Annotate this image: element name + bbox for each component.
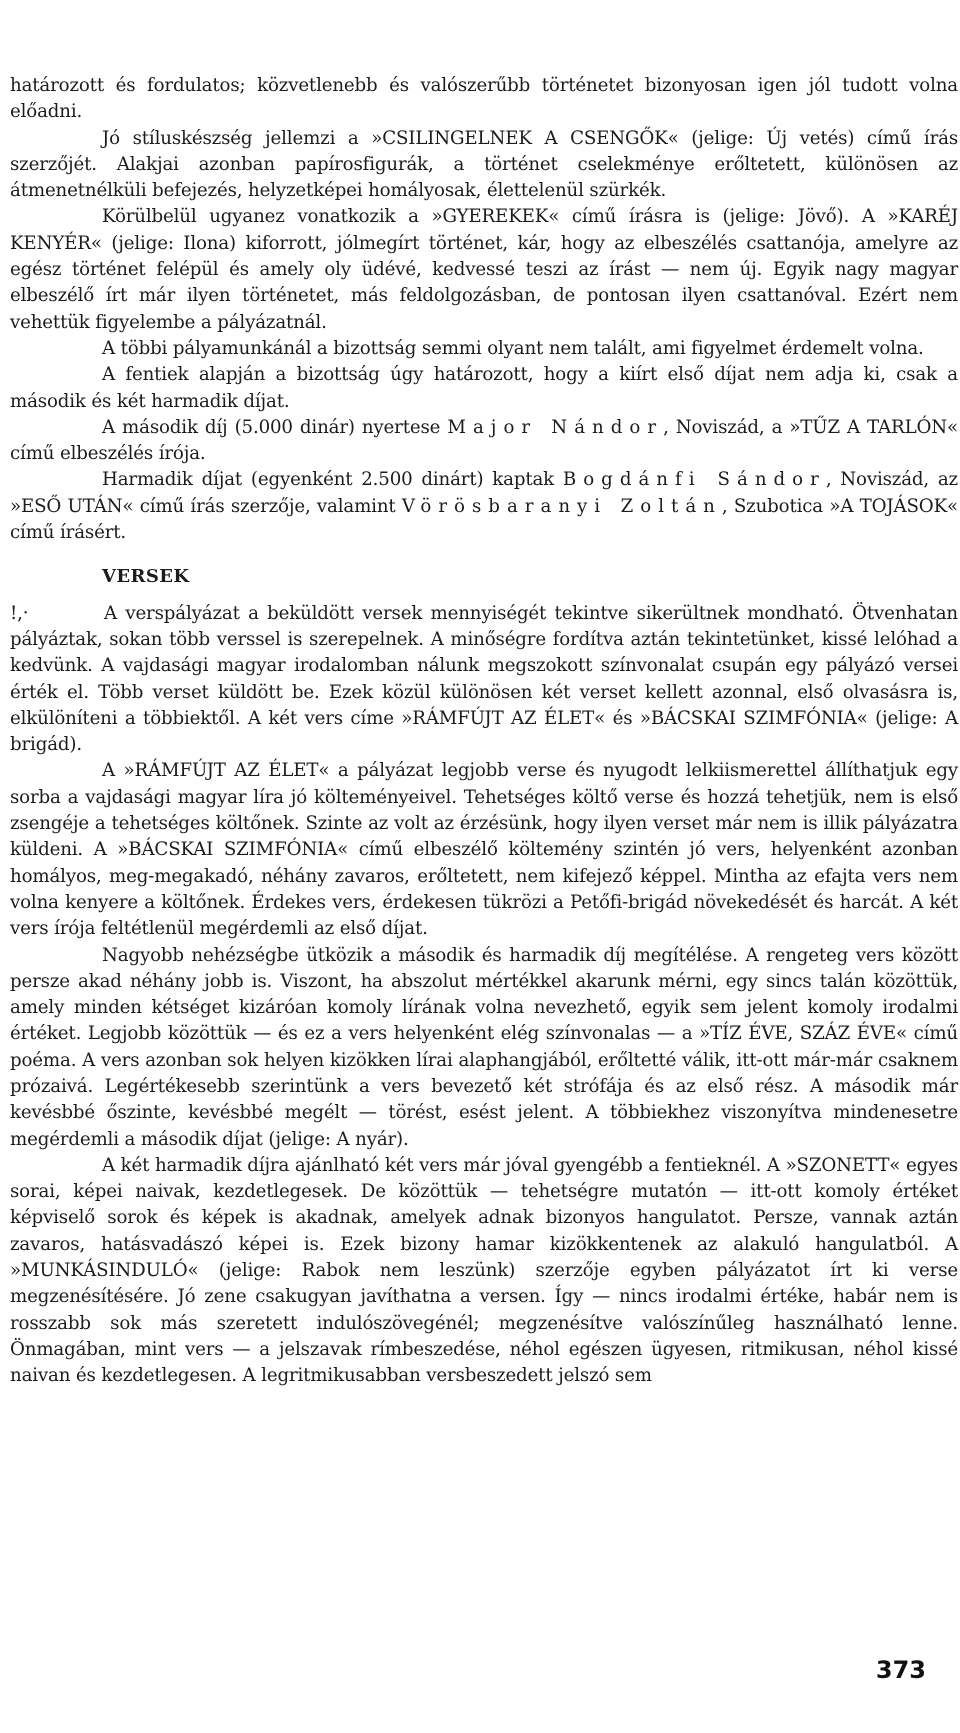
paragraph-9: A »RÁMFÚJT AZ ÉLET« a pályázat legjobb verse és nyugodt lelkiismerettel állíthatjuk egy sorba a vajdasági magyar líra jó költeményeivel. Tehetséges költő verse és hozzá tehetjük, nem is első zsengéje a tehetséges költőnek. Szinte az volt az érzésünk, hogy ilyen verset már nem is illik pályázatra küldeni. A »BÁCSKAI SZIMFÓNIA« című elbeszélő költemény szintén jó vers, helyenként azonban homályos, meg-megakadó, néhány zavaros, erőltetett, nem kifejező képpel. Mintha az efajta vers nem volna kenyere a költőnek. Érdekes vers, érdekesen tükrözi a Petőfi-brigád növekedését és harcát. A két vers írója feltétlenül megérdemli az első díjat. <box>10 760 958 940</box>
paragraph-7-end: , Szubotica »A TOJÁSOK« című írásért. <box>10 495 958 544</box>
paragraph-6-end: , Noviszád, a »TŰZ A TARLÓN« című elbeszélés írója. <box>10 416 958 465</box>
paragraph-1: határozott és fordulatos; közvetlenebb és valószerűbb történetet bizonyosan igen jól tudott volna előadni. <box>10 75 958 123</box>
paragraph-7-middle: , Noviszád, az »ESŐ UTÁN« című írás szerzője, valamint <box>10 469 958 517</box>
paragraph-10: Nagyobb nehézségbe ütközik a második és harmadik díj megítélése. A rengeteg vers között persze akad néhány jobb is. Viszont, ha abszolut mértékkel akarunk mérni, egy sincs talán közöttük, amely minden kétséget kizáróan komoly lírának volna nevezhető, egyik sem jelent komoly irodalmi értéket. Legjobb közöttük — és ez a vers helyenként elég színvonalas — a »TÍZ ÉVE, SZÁZ ÉVE« című poéma. A vers azonban sok helyen kizökken lírai alaphangjából, erőltetté válik, itt-ott már-már csaknem prózaivá. Legértékesebb szerintünk a vers bevezető két strófája és az első rész. A második már kevésbbé őszinte, kevésbbé megélt — törést, esést jelent. A többiekhez viszonyítva mindenesetre megérdemli a második díjat (jelige: A nyár). <box>10 944 958 1150</box>
author-name: Major Nándor <box>447 416 664 438</box>
paragraph-6 <box>10 415 958 468</box>
paragraph-3: Körülbelül ugyanez vonatkozik a »GYEREKEK« című írásra is (jelige: Jövő). A »KARÉJ KENYÉR« (jelige: Ilona) kiforrott, jólmegírt történet, kár, hogy az elbeszélés csattanója, amelyre az egész történet felépül és amely oly üdévé, kedvessé teszi az írást — nem új. Egyik nagy magyar elbeszélő írt már ilyen történetet, más feldolgozásban, de pontosan ilyen csattanóval. Ezért nem vehettük figyelembe a pályázatnál. <box>10 206 958 333</box>
paragraph-8-text: A verspályázat a beküldött versek mennyiségét tekintve sikerültnek mondható. Ötvenhatan pályáztak, sokan több verssel is szerepelnek. A minőségre fordítva aztán tekintetünket, kissé lelóhad a kedvünk. A vajdasági magyar irodalomban nálunk megszokott színvonalat csupán egy pályázó versei érték el. Több verset küldött be. Ezek közül különösen két verset kellett azonnal, első olvasásra is, elkülöníteni a többiektől. A két vers címe »RÁMFÚJT AZ ÉLET« és »BÁCSKAI SZIMFÓNIA« (jelige: A brigád). <box>10 602 958 756</box>
section-heading: VERSEK <box>102 566 190 588</box>
paragraph-5: A fentiek alapján a bizottság úgy határozott, hogy a kiírt első díjat nem adja ki, csak a második és két harmadik díjat. <box>10 364 958 412</box>
paragraph-11: A két harmadik díjra ajánlható két vers már jóval gyengébb a fentieknél. A »SZONETT« egyes sorai, képei naivak, kezdetlegesek. De közöttük — tehetségre mutatón — itt-ott komoly értéket képviselő sorok és képek is akadnak, amelyek adnak bizonyos hangulatot. Persze, vannak aztán zavaros, hatásvadászó képei is. Ezek bizony hamar kizökkentenek az alakuló hangulatból. A »MUNKÁSINDULÓ« (jelige: Rabok nem leszünk) szerzője egyben pályázatot írt ki verse megzenésítésére. Jó zene csakugyan javíthatna a versen. Így — nincs irodalmi értéke, habár nem is rosszabb sok más szeretett indulószövegénél; megzenésítve valószínűleg használható lenne. Önmagában, mint vers — a jelszavak rímbeszedése, néhol egészen ügyesen, ritmikusan, néhol kissé naivan és kezdetlegesen. A legritmikusabban versbeszedett jelszó sem <box>10 1154 958 1387</box>
paragraph-7 <box>10 467 958 546</box>
paragraph-8 <box>10 601 958 759</box>
paragraph-2: Jó stíluskészség jellemzi a »CSILINGELNEK A CSENGŐK« (jelige: Új vetés) című írás szerzőjét. Alakjai azonban papírosfigurák, a történet cselekménye erőltetett, különösen az átmenetnélküli befejezés, helyzetképei homályosak, élettelenül szürkék. <box>10 127 958 202</box>
margin-mark: !,· <box>10 602 29 624</box>
paragraph-4: A többi pályamunkánál a bizottság semmi olyant nem talált, ami figyelmet érdemelt volna. <box>102 337 924 359</box>
paragraph-7-start: Harmadik díjat (egyenként 2.500 dinárt) kaptak <box>102 469 563 491</box>
paragraph-6-start: A második díj (5.000 dinár) nyertese <box>102 416 448 438</box>
author-name: Bogdánfi Sándor <box>562 469 826 491</box>
author-name: Vörösbaranyi Zoltán <box>401 495 722 517</box>
body-text <box>10 73 958 1390</box>
page-number: 373 <box>875 1656 926 1684</box>
